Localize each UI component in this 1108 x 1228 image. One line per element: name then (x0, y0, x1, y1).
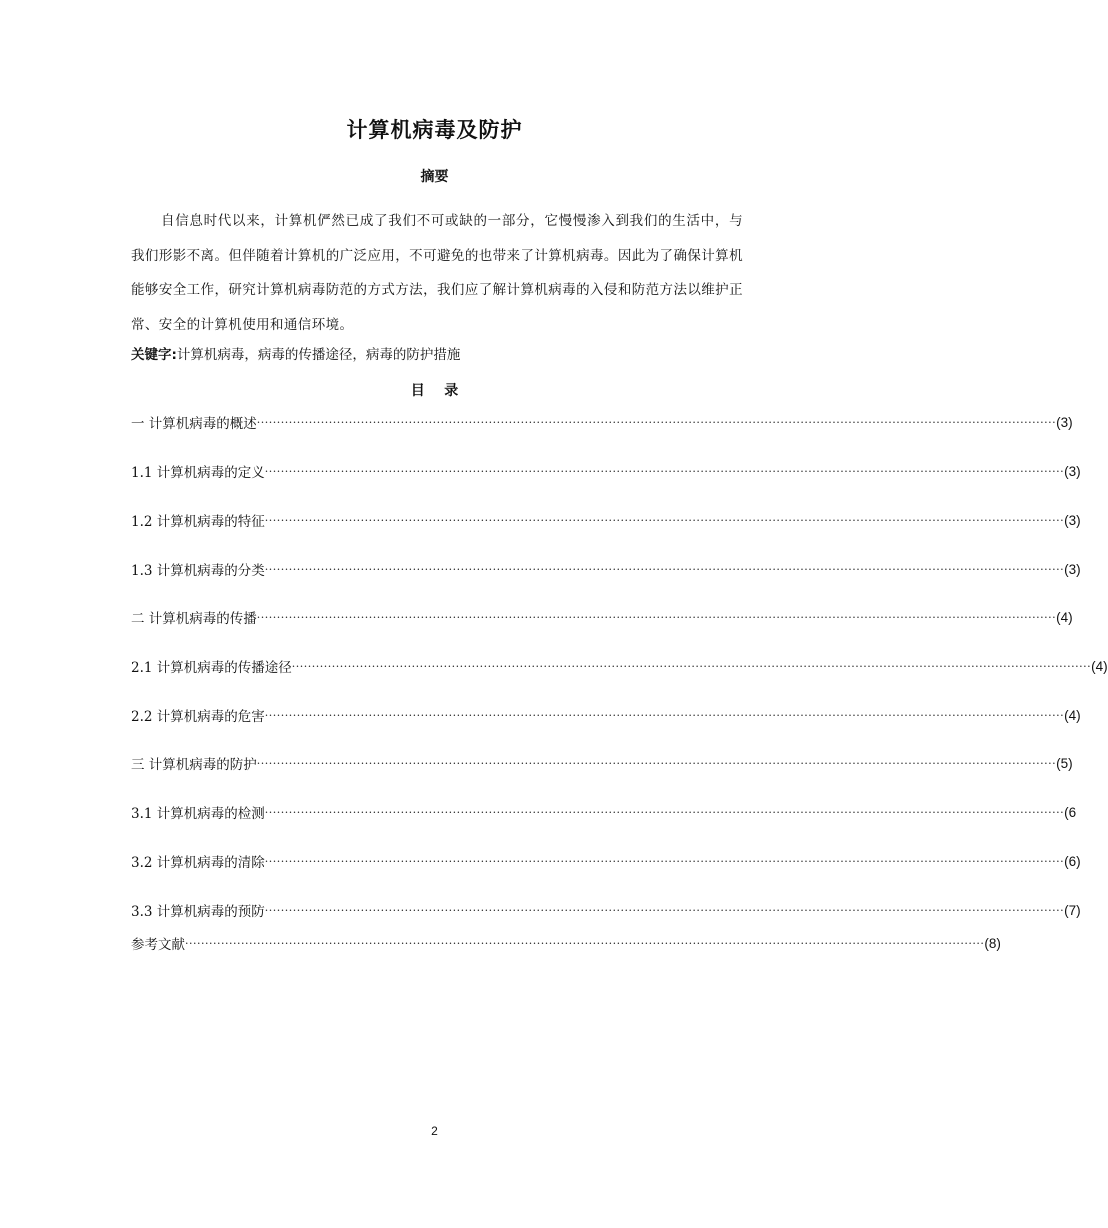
toc-entry-page: (3) (1056, 414, 1073, 430)
toc-title: 目 录 (410, 383, 459, 399)
toc-entry-page: (4) (1064, 707, 1081, 723)
toc-entry[interactable] (131, 607, 1073, 627)
keywords-label: 关键字: (131, 347, 177, 363)
toc-entry[interactable] (131, 933, 1001, 953)
keywords-text: 计算机病毒，病毒的传播途径，病毒的防护措施 (176, 347, 461, 363)
toc-leader: ········································································································································································································ (256, 415, 1057, 429)
abstract-body: 自信息时代以来，计算机俨然已成了我们不可或缺的一部分，它慢慢渗入到我们的生活中，与我们形影不离。但伴随着计算机的广泛应用，不可避免的也带来了计算机病毒。因此为了确保计算机能够安全工作，研究计算机病毒防范的方式方法，我们应了解计算机病毒的入侵和防范方法以维护正常、安全的计算机使用和通信环境。 (131, 213, 743, 333)
abstract-heading: 摘要 (420, 169, 449, 185)
page-number: 2 (431, 1124, 438, 1138)
toc-entry[interactable] (131, 510, 1081, 530)
toc-entry-text: 1.1 计算机病毒的定义 (131, 465, 265, 481)
toc-entry-text: 3.3 计算机病毒的预防 (131, 904, 265, 920)
toc-leader: ········································································································································································································ (264, 464, 1065, 478)
toc-leader: ········································································································································································································ (264, 708, 1065, 722)
toc-leader: ········································································································································································································ (291, 659, 1092, 673)
keywords-line (131, 343, 460, 363)
toc-entry[interactable] (131, 900, 1081, 920)
toc-entry-page: (3) (1064, 463, 1081, 479)
toc-leader: ········································································································································································································ (256, 610, 1057, 624)
toc-entry-page: (7) (1064, 902, 1081, 918)
toc-entry-text: 二 计算机病毒的传播 (131, 611, 257, 627)
toc-leader: ········································································································································································································ (185, 936, 985, 950)
toc-leader: ········································································································································································································ (264, 903, 1065, 917)
toc-entry-page: (6 (1064, 804, 1077, 820)
toc-entry-text: 2.2 计算机病毒的危害 (131, 709, 265, 725)
toc-entry[interactable] (131, 559, 1081, 579)
toc-entry-page: (3) (1064, 561, 1081, 577)
toc-entry-page: (8) (984, 935, 1001, 951)
toc-entry[interactable] (131, 753, 1073, 773)
toc-entry-page: (5) (1056, 755, 1073, 771)
toc-entry-text: 3.2 计算机病毒的清除 (131, 855, 265, 871)
toc-entry-text: 参考文献 (131, 937, 185, 953)
toc-entry-page: (4) (1056, 609, 1073, 625)
toc-entry[interactable] (131, 802, 1077, 822)
toc-entry-page: (3) (1064, 512, 1081, 528)
toc-entry-text: 1.3 计算机病毒的分类 (131, 563, 265, 579)
toc-entry[interactable] (131, 705, 1081, 725)
toc-entry-text: 2.1 计算机病毒的传播途径 (131, 660, 292, 676)
toc-entry[interactable] (131, 412, 1073, 432)
toc-entry-page: (4) (1091, 658, 1108, 674)
toc-leader: ········································································································································································································ (264, 854, 1065, 868)
toc-leader: ········································································································································································································ (264, 513, 1065, 527)
toc-entry-page: (6) (1064, 853, 1081, 869)
toc-entry-text: 1.2 计算机病毒的特征 (131, 514, 265, 530)
toc-entry-text: 三 计算机病毒的防护 (131, 757, 257, 773)
toc-entry-text: 一 计算机病毒的概述 (131, 416, 257, 432)
toc-leader: ········································································································································································································ (264, 562, 1065, 576)
toc-entry[interactable] (131, 461, 1081, 481)
toc-leader: ········································································································································································································ (256, 756, 1057, 770)
page-title: 计算机病毒及防护 (346, 118, 523, 142)
toc-leader: ········································································································································································································ (264, 805, 1065, 819)
toc-entry[interactable] (131, 851, 1081, 871)
toc-entry-text: 3.1 计算机病毒的检测 (131, 806, 265, 822)
toc-entry[interactable] (131, 656, 1108, 676)
